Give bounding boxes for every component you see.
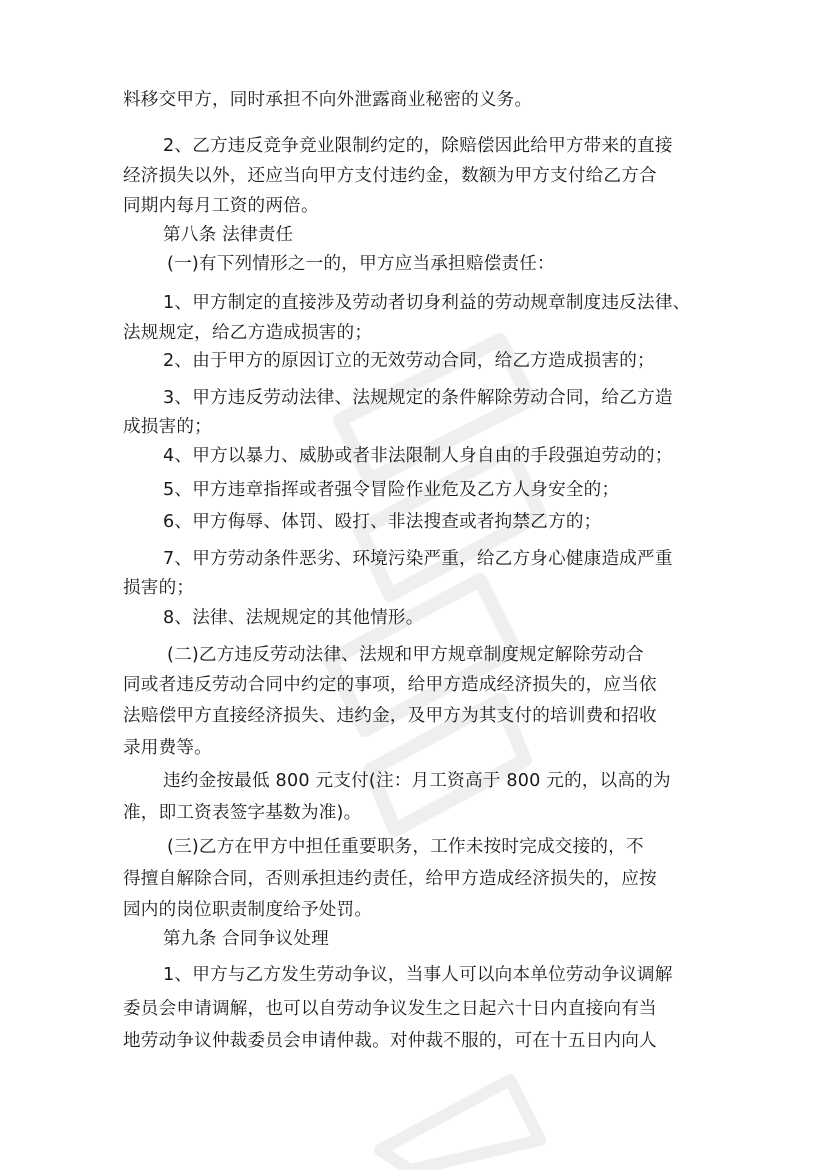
text-line: 准，即工资表签字基数为准)。 [123,803,362,823]
text-line: (二)乙方违反劳动法律、法规和甲方规章制度规定解除劳动合 [167,645,644,665]
text-line: 6、甲方侮辱、体罚、殴打、非法搜查或者拘禁乙方的； [163,512,602,532]
text-line: (三)乙方在甲方中担任重要职务，工作未按时完成交接的，不 [167,837,644,857]
text-line: 8、法律、法规规定的其他情形。 [163,608,424,628]
text-line: 同或者违反劳动合同中约定的事项，给甲方造成经济损失的，应当依 [123,675,657,695]
text-line: 违约金按最低 800 元支付(注：月工资高于 800 元的，以高的为 [163,771,671,791]
text-line: (一)有下列情形之一的，甲方应当承担赔偿责任： [167,254,555,274]
text-line: 3、甲方违反劳动法律、法规规定的条件解除劳动合同，给乙方造 [163,388,673,408]
text-line: 5、甲方违章指挥或者强令冒险作业危及乙方人身安全的； [163,480,620,500]
text-line: 园内的岗位职责制度给予处罚。 [123,900,373,920]
text-line: 经济损失以外，还应当向甲方支付违约金，数额为甲方支付给乙方合 [123,166,657,186]
text-line: 录用费等。 [123,738,212,758]
text-line: 地劳动争议仲裁委员会申请仲裁。对仲裁不服的，可在十五日内向人 [123,1031,657,1051]
watermark-logo-bottom [360,1060,560,1170]
text-line: 2、乙方违反竞争竞业限制约定的，除赔偿因此给甲方带来的直接 [163,136,673,156]
section-heading: 第九条 合同争议处理 [163,929,329,949]
text-line: 料移交甲方，同时承担不向外泄露商业秘密的义务。 [123,90,533,110]
text-line: 得擅自解除合同，否则承担违约责任，给甲方造成经济损失的，应按 [123,869,657,889]
text-line: 1、甲方与乙方发生劳动争议，当事人可以向本单位劳动争议调解 [163,965,673,985]
text-line: 成损害的； [123,417,212,437]
text-line: 7、甲方劳动条件恶劣、环境污染严重，给乙方身心健康造成严重 [163,549,673,569]
text-line: 损害的； [123,578,195,598]
section-heading: 第八条 法律责任 [163,225,294,245]
text-line: 同期内每月工资的两倍。 [123,196,319,216]
text-line: 1、甲方制定的直接涉及劳动者切身利益的劳动规章制度违反法律、 [163,293,691,313]
text-line: 法赔偿甲方直接经济损失、违约金，及甲方为其支付的培训费和招收 [123,706,657,726]
text-line: 委员会申请调解，也可以自劳动争议发生之日起六十日内直接向有当 [123,999,657,1019]
text-line: 2、由于甲方的原因订立的无效劳动合同，给乙方造成损害的； [163,351,655,371]
text-line: 4、甲方以暴力、威胁或者非法限制人身自由的手段强迫劳动的； [163,446,673,466]
text-line: 法规规定，给乙方造成损害的； [123,323,373,343]
